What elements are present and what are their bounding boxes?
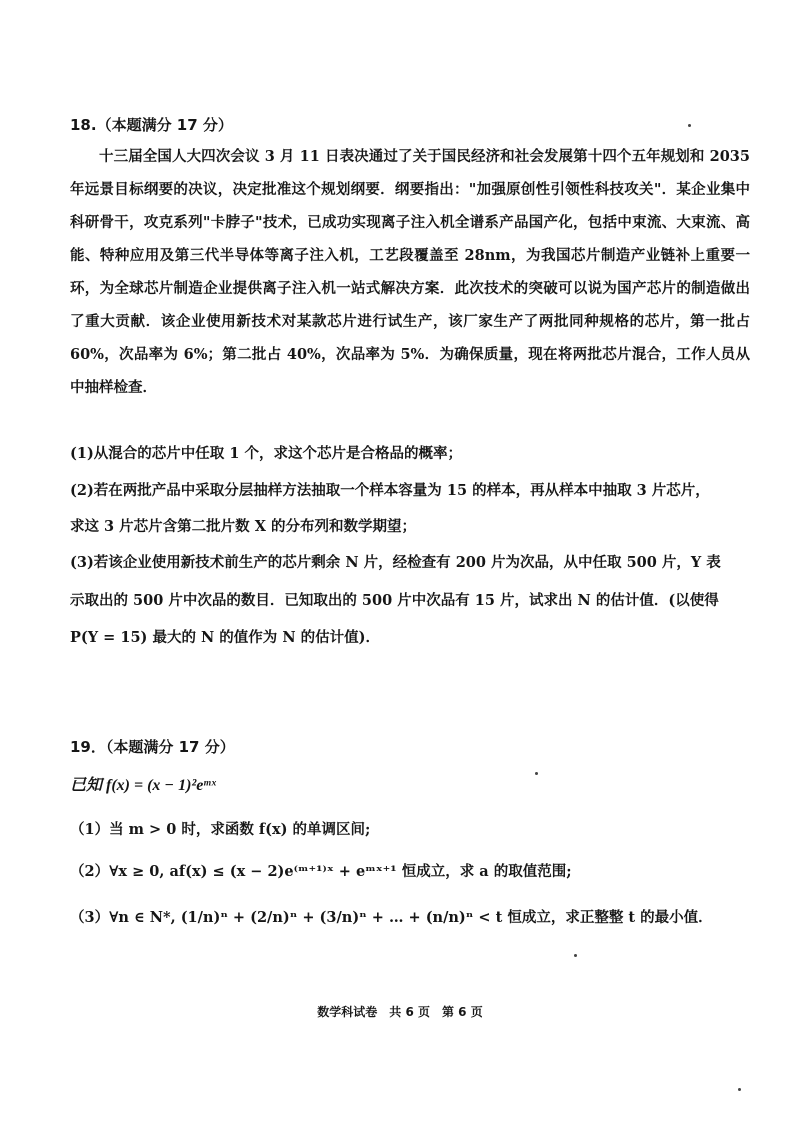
q19-part2: （2）∀x ≥ 0, af(x) ≤ (x − 2)e⁽ᵐ⁺¹⁾ˣ + eᵐˣ⁺¹ 恒成立，求 a 的取值范围; — [70, 863, 572, 880]
q19-part1: （1）当 m > 0 时，求函数 f(x) 的单调区间; — [70, 821, 371, 838]
q18-part3-line3: P(Y = 15) 最大的 N 的值作为 N 的估计值)． — [70, 629, 381, 646]
q18-heading: 18.（本题满分 17 分） — [70, 116, 233, 134]
q19-function-definition: 已知 f(x) = (x − 1)²eᵐˣ — [70, 777, 217, 794]
q18-intro-paragraph: 十三届全国人大四次会议 3 月 11 日表决通过了关于国民经济和社会发展第十四个五年规划和 2035 年远景目标纲要的决议，决定批准这个规划纲要．纲要指出："加强原创性引领性科技攻关"．某企业集中科研骨干，攻克系列"卡脖子"技术，已成功实现离子注入机全谱系产品国产化，包括中束流、大束流、高能、特种应用及第三代半导体等离子注入机，工艺段覆盖至 28nm，为我国芯片制造产业链补上重要一环，为全球芯片制造企业提供离子注入机一站式解决方案．此次技术的突破可以说为国产芯片的制造做出了重大贡献．该企业使用新技术对某款芯片进行试生产，该厂家生产了两批同种规格的芯片，第一批占 60%，次品率为 6%；第二批占 40%，次品率为 5%．为确保质量，现在将两批芯片混合，工作人员从中抽样检查． — [70, 148, 750, 396]
scan-speck — [688, 124, 691, 127]
q19-given — [70, 774, 760, 798]
q18-part3-line2: 示取出的 500 片中次品的数目．已知取出的 500 片中次品有 15 片，试求出 N 的估计值．(以使得 — [70, 592, 719, 609]
q18-part1: (1)从混合的芯片中任取 1 个，求这个芯片是合格品的概率； — [70, 445, 462, 462]
q19-heading: 19．（本题满分 17 分） — [70, 738, 235, 756]
q19-part3: （3）∀n ∈ N*, (1/n)ⁿ + (2/n)ⁿ + (3/n)ⁿ + … + (n/n)ⁿ < t 恒成立，求正整整 t 的最小值． — [70, 909, 713, 926]
page-footer: 数学科试卷 共 6 页 第 6 页 — [317, 1005, 483, 1019]
q18-part3-line1: (3)若该企业使用新技术前生产的芯片剩余 N 片，经检查有 200 片为次品，从中任取 500 片，Y 表 — [70, 554, 721, 571]
q18-part2-line1: (2)若在两批产品中采取分层抽样方法抽取一个样本容量为 15 的样本，再从样本中抽取 3 片芯片， — [70, 482, 710, 499]
scan-speck — [738, 1088, 741, 1091]
scan-speck — [574, 954, 577, 957]
q18-part2-line2: 求这 3 片芯片含第二批片数 X 的分布列和数学期望； — [70, 518, 417, 535]
scan-speck — [535, 772, 538, 775]
